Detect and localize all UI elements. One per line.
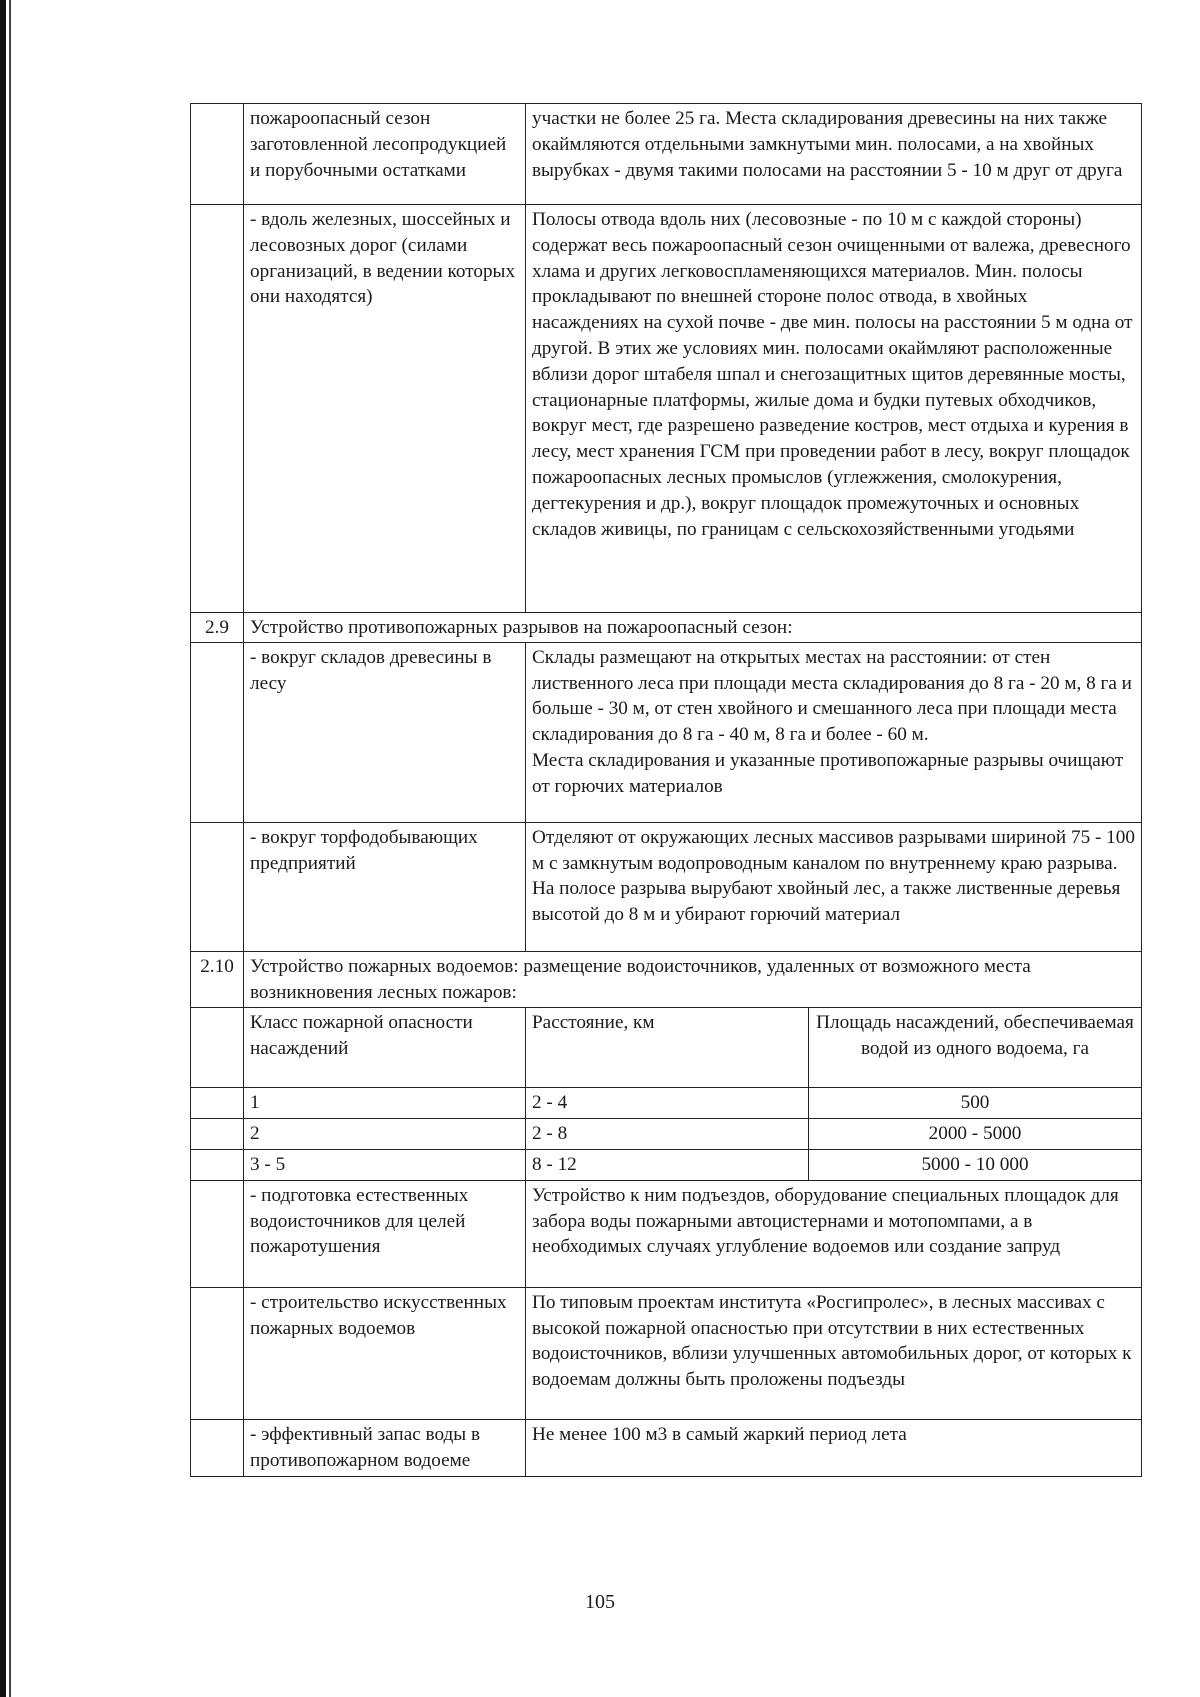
scan-binding-edge-line [9,0,11,1697]
table-row [191,104,1142,205]
subtable-row [191,1118,1142,1149]
description-cell: Отделяют от окружающих лесных массивов разрывами шириной 75 - 100 м с замкнутым водопроводным каналом по внутреннему краю разрыва. На полосе разрыва вырубают хвойный лес, а также лиственные деревья высотой до 8 м и убирают горючий материал [526,822,1142,951]
measure-cell: - вдоль железных, шоссейных и лесовозных дорог (силами организаций, в ведении которых они находятся) [244,205,526,613]
subtable-distance-cell: 8 - 12 [526,1149,809,1180]
measure-cell: - эффективный запас воды в противопожарном водоеме [244,1419,526,1476]
description-cell: Не менее 100 м3 в самый жаркий период лета [526,1419,1142,1476]
row-number-cell [191,104,244,205]
subtable-header-area: Площадь насаждений, обеспечиваемая водой из одного водоема, га [809,1007,1142,1087]
measure-cell: - подготовка естественных водоисточников для целей пожаротушения [244,1180,526,1287]
scan-binding-edge [0,0,6,1697]
row-number-cell [191,1007,244,1087]
subtable-area-cell: 5000 - 10 000 [809,1149,1142,1180]
description-cell: По типовым проектам института «Росгипролес», в лесных массивах с высокой пожарной опасностью при отсутствии в них естественных водоисточников, вблизи улучшенных автомобильных дорог, от которых к водоемам должны быть проложены подъезды [526,1287,1142,1419]
table-row [191,1419,1142,1476]
description-cell: участки не более 25 га. Места складирования древесины на них также окаймляются отдельными замкнутыми мин. полосами, а на хвойных вырубках - двумя такими полосами на расстоянии 5 - 10 м друг от друга [526,104,1142,205]
row-number-cell [191,205,244,613]
description-paragraph: Склады размещают на открытых местах на расстоянии: от стен лиственного леса при площади места складирования до 8 га - 20 м, 8 га и больше - 30 м, от стен хвойного и смешанного леса при площади места складирования до 8 га - 40 м, 8 га и более - 60 м. [532,646,1132,746]
measure-cell: - строительство искусственных пожарных водоемов [244,1287,526,1419]
row-number-cell [191,1149,244,1180]
description-cell [526,642,1142,822]
table-row [191,642,1142,822]
subtable-row [191,1087,1142,1118]
description-cell: Устройство к ним подъездов, оборудование специальных площадок для забора воды пожарными автоцистернами и мотопомпами, а в необходимых случаях углубление водоемов или создание запруд [526,1180,1142,1287]
section-number: 2.10 [191,951,244,1007]
subtable-distance-cell: 2 - 4 [526,1087,809,1118]
section-title: Устройство противопожарных разрывов на пожароопасный сезон: [244,613,1142,643]
subtable-distance-cell: 2 - 8 [526,1118,809,1149]
subtable-class-cell: 1 [244,1087,526,1118]
description-paragraph: Места складирования и указанные противопожарные разрывы очищают от горючих материалов [532,749,1124,797]
measure-cell: - вокруг складов древесины в лесу [244,642,526,822]
subtable-header-distance: Расстояние, км [526,1007,809,1087]
subtable-row [191,1149,1142,1180]
page-number: 105 [585,1591,615,1613]
row-number-cell [191,1087,244,1118]
table-row [191,1287,1142,1419]
measure-cell: пожароопасный сезон заготовленной лесопродукцией и порубочными остатками [244,104,526,205]
measure-cell: - вокруг торфодобывающих предприятий [244,822,526,951]
table-row [191,1180,1142,1287]
row-number-cell [191,822,244,951]
section-header-row [191,613,1142,643]
row-number-cell [191,1287,244,1419]
section-title: Устройство пожарных водоемов: размещение водоисточников, удаленных от возможного места возникновения лесных пожаров: [244,951,1142,1007]
row-number-cell [191,642,244,822]
subtable-area-cell: 2000 - 5000 [809,1118,1142,1149]
subtable-area-cell: 500 [809,1087,1142,1118]
section-number: 2.9 [191,613,244,643]
table-row [191,205,1142,613]
fire-safety-measures-table [190,103,1142,1477]
row-number-cell [191,1419,244,1476]
subtable-header-class: Класс пожарной опасности насаждений [244,1007,526,1087]
description-cell: Полосы отвода вдоль них (лесовозные - по 10 м с каждой стороны) содержат весь пожароопасный сезон очищенными от валежа, древесного хлама и других легковоспламеняющихся материалов. Мин. полосы прокладывают по внешней стороне полос отвода, в хвойных насаждениях на сухой почве - две мин. полосы на расстоянии 5 м одна от другой. В этих же условиях мин. полосами окаймляют расположенные вблизи дорог штабеля шпал и снегозащитных щитов деревянные мосты, стационарные платформы, жилые дома и будки путевых обходчиков, вокруг мест, где разрешено разведение костров, мест отдыха и курения в лесу, мест хранения ГСМ при проведении работ в лесу, вокруг площадок пожароопасных лесных промыслов (углежжения, смолокурения, дегтекурения и др.), вокруг площадок промежуточных и основных складов живицы, по границам с сельскохозяйственными угодьями [526,205,1142,613]
subtable-header-row [191,1007,1142,1087]
table-row [191,822,1142,951]
subtable-class-cell: 3 - 5 [244,1149,526,1180]
subtable-class-cell: 2 [244,1118,526,1149]
row-number-cell [191,1118,244,1149]
section-header-row [191,951,1142,1007]
row-number-cell [191,1180,244,1287]
